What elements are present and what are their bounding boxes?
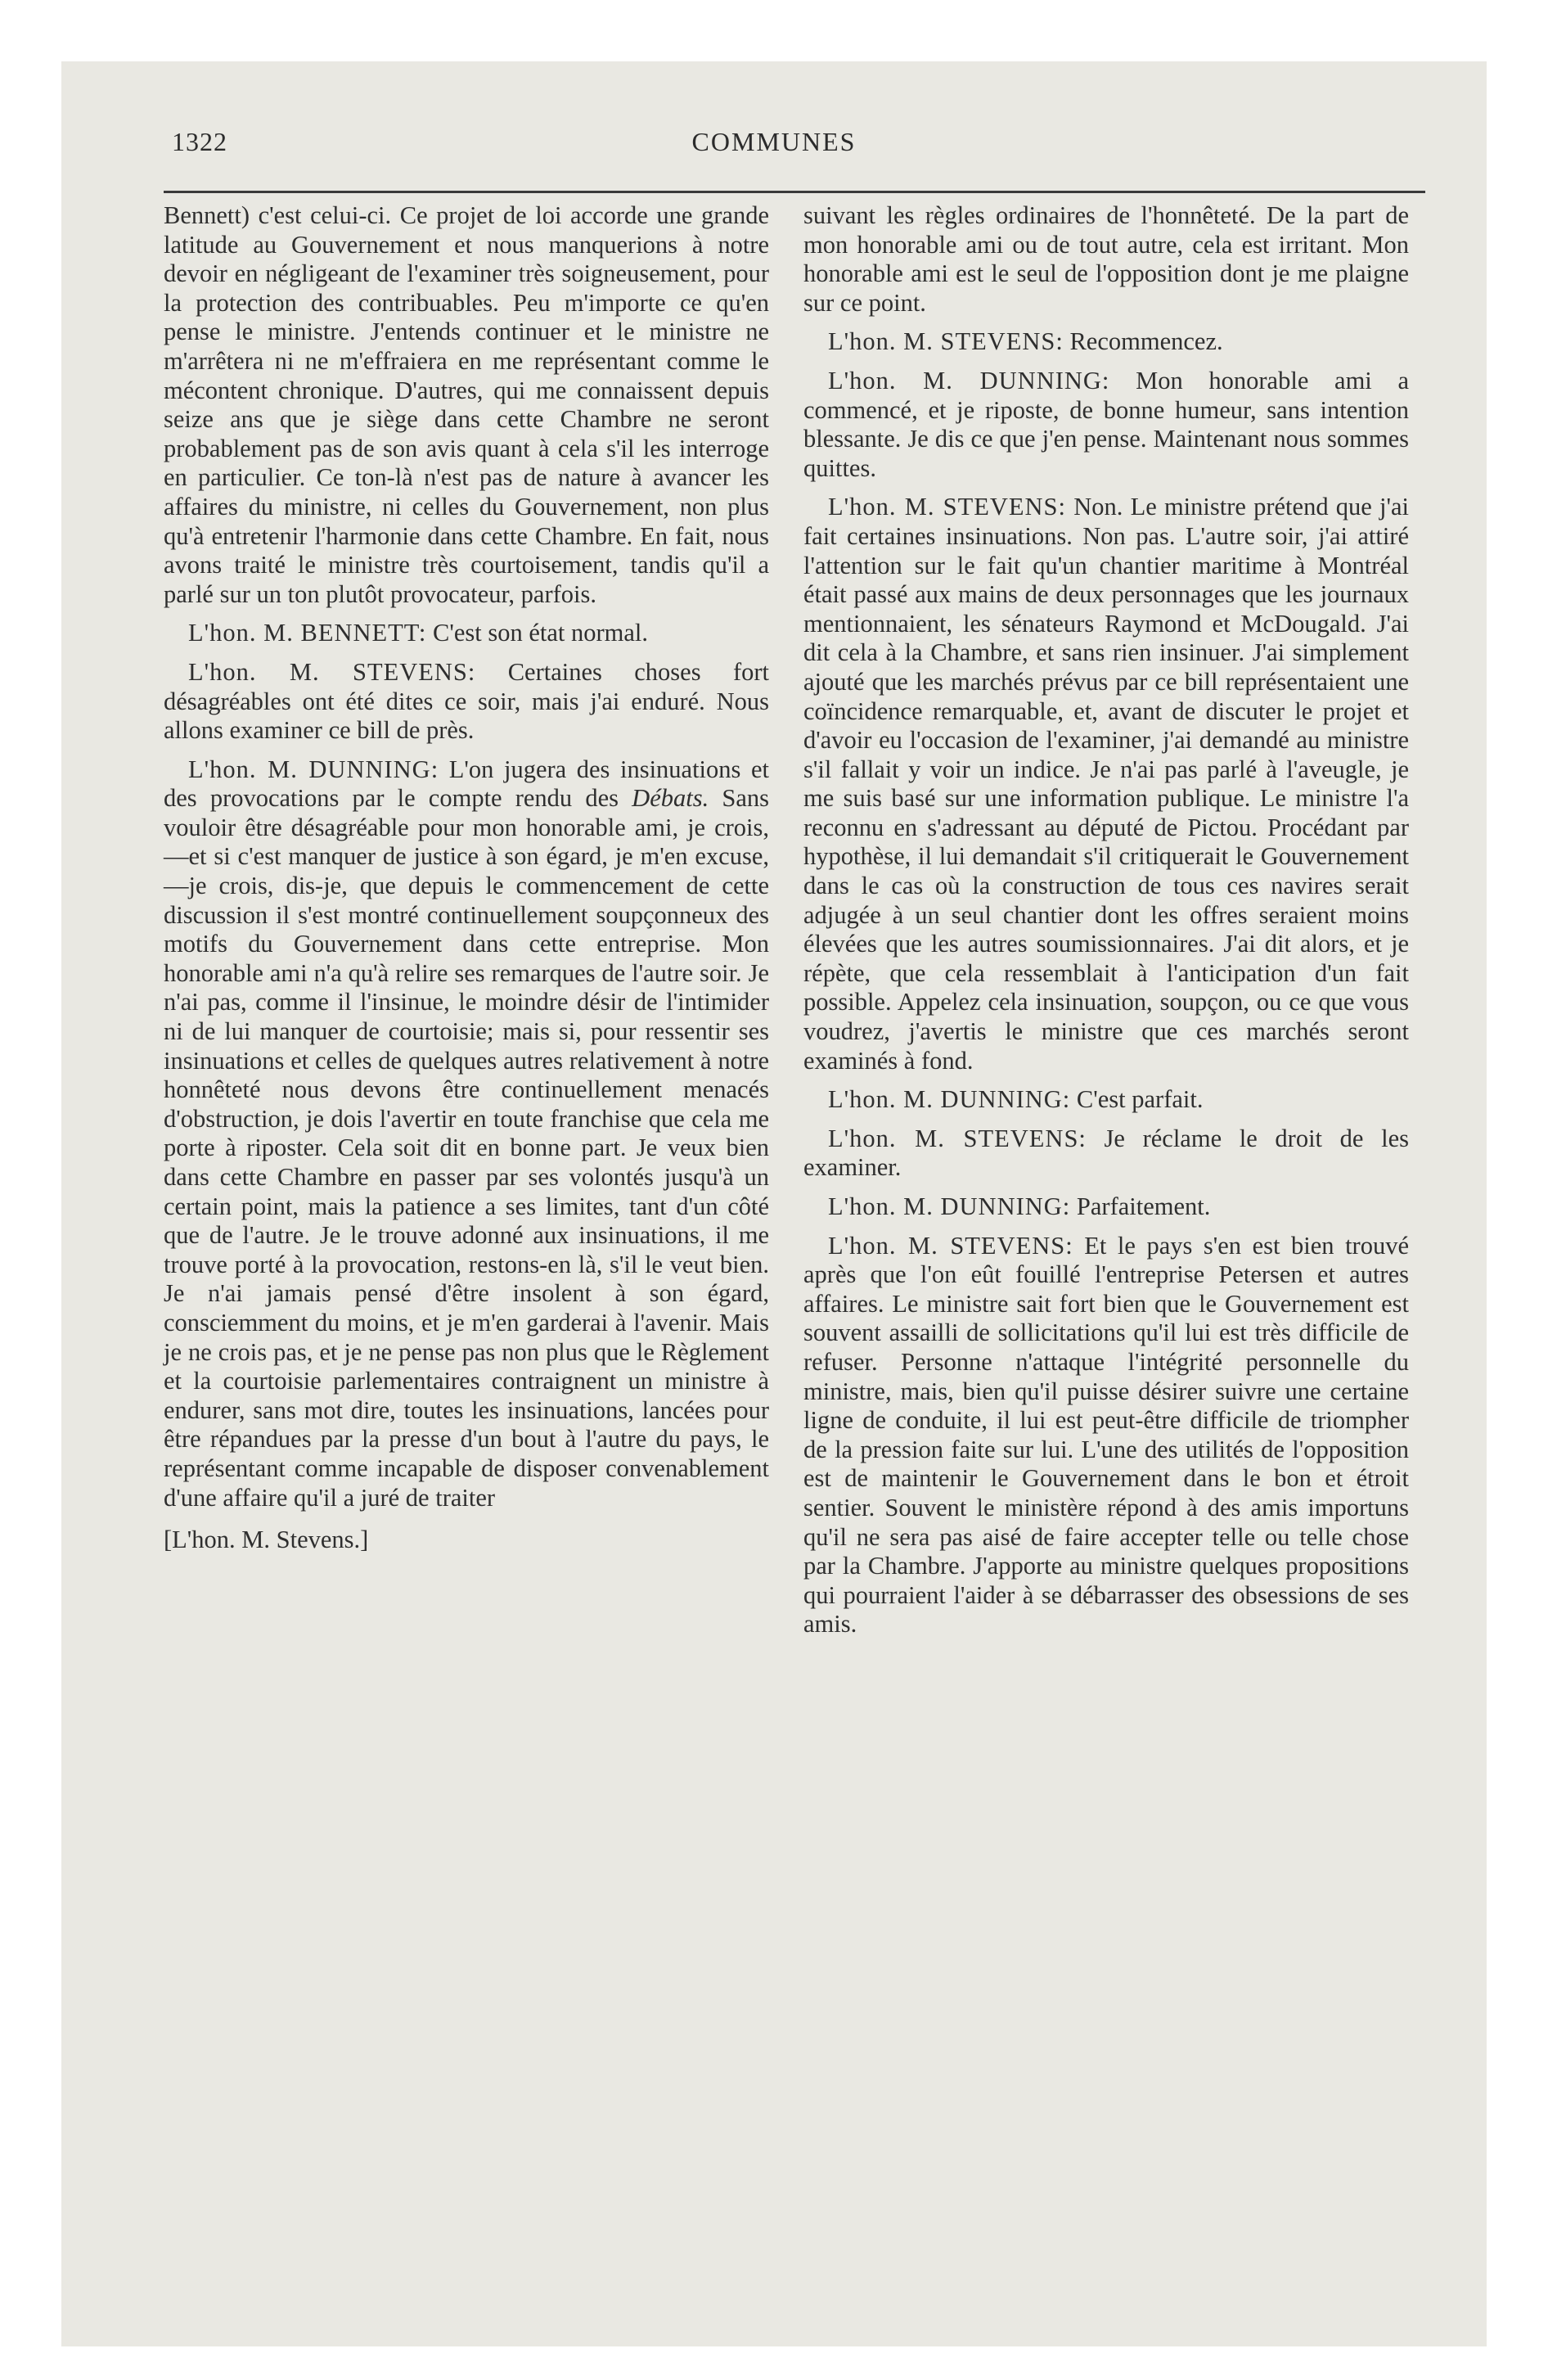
- paragraph: [803, 367, 1409, 483]
- paragraph: [803, 1192, 1409, 1222]
- paragraph: [164, 658, 769, 746]
- paragraph: [164, 755, 769, 1512]
- paragraph: [803, 493, 1409, 1075]
- page-header: [106, 125, 1442, 165]
- paragraph: [803, 201, 1409, 318]
- running-title: COMMUNES: [691, 127, 857, 156]
- paragraph: [803, 1232, 1409, 1639]
- paragraph-text: C'est parfait.: [1076, 1085, 1204, 1114]
- paragraph-text: Non. Le ministre prétend que j'ai fait certaines insinuations. Non pas. L'autre soir, j'ai attiré l'attention sur le fait qu'un chantier maritime à Montréal était passé aux mains de deux personnages que les journaux mentionnaient, les sénateurs Raymond et McDougald. J'ai dit cela à la Chambre, et sans rien insinuer. J'ai simplement ajouté que les marchés prévus par ce bill représentaient une coïncidence remarquable, et, avant de discuter le projet et d'avoir eu l'occasion de l'examiner, j'ai demandé au ministre s'il fallait y voir un indice. Je n'ai pas parlé à l'aveugle, je me suis basé sur une information publique. Le ministre l'a reconnu en s'adressant au député de Pictou. Procédant par hypothèse, il lui demandait s'il critiquerait le Gouvernement dans le cas où la construction de tous ces navires serait adjugée à un seul chantier dont les offres seraient moins élevées que les autres soumissionnaires. J'ai dit alors, et je répète, que cela ressemblait à l'anticipation d'un fait possible. Appelez cela insinuation, soupçon, ou ce que vous voudrez, j'avertis le ministre que ces marchés seront examinés à fond.: [803, 493, 1409, 1075]
- speaker-name: L'hon. M. STEVENS:: [188, 657, 476, 686]
- right-column: [803, 201, 1409, 1639]
- emphasis-text: Débats.: [632, 784, 709, 813]
- speaker-name: L'hon. M. STEVENS:: [828, 1231, 1073, 1260]
- paragraph-text: Je réclame le droit de les examiner.: [803, 1124, 1409, 1182]
- paragraph-text: Bennett) c'est celui-ci. Ce projet de loi accorde une grande latitude au Gouvernement et nous manquerions à notre devoir en négligeant de l'examiner très soigneusement, pour la protection des contribuables. Peu m'importe ce qu'en pense le ministre. J'entends continuer et le ministre ne m'arrêtera ni ne m'effraiera en me représentant comme le mécontent chronique. D'autres, qui me connaissent depuis seize ans que je siège dans cette Chambre ne seront probablement pas de son avis quant à cela s'il les interroge en particulier. Ce ton-là n'est pas de nature à avancer les affaires du ministre, ni celles du Gouvernement, non plus qu'à entretenir l'harmonie dans cette Chambre. En fait, nous avons traité le ministre très courtoisement, tandis qu'il a parlé sur un ton plutôt provocateur, parfois.: [164, 201, 769, 608]
- speaker-name: L'hon. M. STEVENS:: [828, 327, 1064, 356]
- left-column: [164, 201, 769, 1555]
- paragraph: [803, 1125, 1409, 1183]
- speaker-attribution: [L'hon. M. Stevens.]: [164, 1526, 369, 1554]
- paragraph-text: Mon honorable ami a commencé, et je riposte, de bonne humeur, sans intention blessante. Je dis ce que j'en pense. Maintenant nous sommes quittes.: [803, 366, 1409, 482]
- paragraph: [164, 201, 769, 609]
- header-rule: [164, 191, 1425, 193]
- paragraph-text: Parfaitement.: [1076, 1192, 1211, 1220]
- paragraph-text: Et le pays s'en est bien trouvé après que l'on eût fouillé l'entreprise Petersen et autres affaires. Le ministre sait fort bien que le Gouvernement est souvent assailli de sollicitations qu'il lui est très difficile de refuser. Personne n'attaque l'intégrité personnelle du ministre, mais, bien qu'il puisse désirer suivre une certaine ligne de conduite, il lui est peut-être difficile de triompher de la pression faite sur lui. L'une des utilités de l'opposition est de maintenir le Gouvernement dans le bon et étroit sentier. Souvent le ministère répond à des amis importuns qu'il ne sera pas aisé de faire accepter telle ou telle chose par la Chambre. J'apporte au ministre quelques propositions qui pourraient l'aider à se débarrasser des obsessions de ses amis.: [803, 1231, 1409, 1639]
- paragraph-text: L'on jugera des insinuations et des provocations par le compte rendu des: [164, 755, 769, 813]
- page-number: 1322: [172, 127, 227, 156]
- paragraph: [803, 1085, 1409, 1115]
- paragraph-text: Recommencez.: [1069, 327, 1223, 356]
- paragraph-text: Sans vouloir être désagréable pour mon honorable ami, je crois,—et si c'est manquer de justice à son égard, je m'en excuse,—je crois, dis-je, que depuis le commencement de cette discussion il s'est montré continuellement soupçonneux des motifs du Gouvernement dans cette entreprise. Mon honorable ami n'a qu'à relire ses remarques de l'autre soir. Je n'ai pas, comme il l'insinue, le moindre désir de l'intimider ni de lui manquer de courtoisie; mais si, pour ressentir ses insinuations et celles de quelques autres relativement à notre honnêteté nous devons être continuellement menacés d'obstruction, je dois l'avertir en toute franchise que cela me porte à riposter. Cela soit dit en bonne part. Je veux bien dans cette Chambre en passer par ses volontés jusqu'à un certain point, mais la patience a ses limites, tant d'un côté que de l'autre. Je le trouve adonné aux insinuations, il me trouve porté à la provocation, restons-en là, s'il le veut bien. Je n'ai jamais pensé d'être insolent à son égard, consciemment du moins, et je m'en garderai à l'avenir. Mais je ne crois pas, et je ne pense pas non plus que le Règlement et la courtoisie parlementaires contraignent un ministre à endurer, sans mot dire, toutes les insinuations, lancées pour être répandues par la presse d'un bout à l'autre du pays, le représentant comme incapable de disposer convenablement d'une affaire qu'il a juré de traiter: [164, 784, 770, 1512]
- speaker-name: L'hon. M. DUNNING:: [828, 1192, 1071, 1220]
- paragraph: [803, 327, 1409, 357]
- paragraph-text: suivant les règles ordinaires de l'honnêteté. De la part de mon honorable ami ou de tout autre, cela est irritant. Mon honorable ami est le seul de l'opposition dont je me plaigne sur ce point.: [803, 201, 1409, 317]
- paragraph: [164, 619, 769, 648]
- paragraph-text: C'est son état normal.: [433, 619, 649, 647]
- speaker-name: L'hon. M. DUNNING:: [828, 1085, 1071, 1114]
- paragraph-text: Certaines choses fort désagréables ont été dites ce soir, mais j'ai enduré. Nous allons examiner ce bill de près.: [164, 657, 769, 745]
- speaker-name: L'hon. M. STEVENS:: [828, 1124, 1087, 1152]
- speaker-name: L'hon. M. BENNETT:: [188, 619, 427, 647]
- speaker-name: L'hon. M. DUNNING:: [828, 366, 1110, 394]
- speaker-name: L'hon. M. DUNNING:: [188, 755, 439, 783]
- speaker-name: L'hon. M. STEVENS:: [828, 493, 1066, 521]
